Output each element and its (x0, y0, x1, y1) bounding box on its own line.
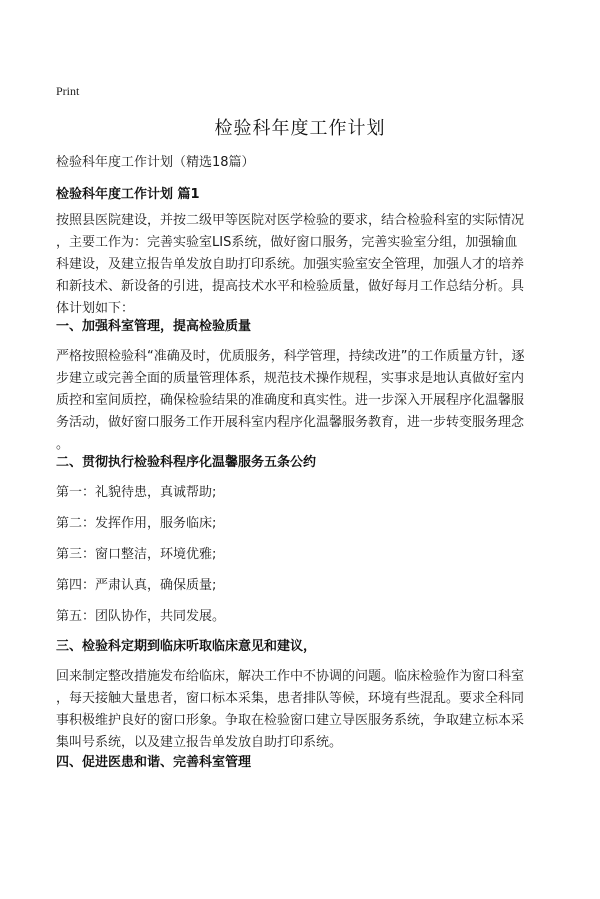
paragraph-line: 科建设，及建立报告单发放自助打印系统。加强实验室安全管理，加强人才的培养 (56, 257, 525, 272)
paragraph-line: 。 (56, 437, 70, 452)
paragraph-line: 质控和室间质控，确保检验结果的准确度和真实性。进一步深入开展程序化温馨服 (56, 393, 525, 408)
paragraph-line: 严格按照检验科“准确及时，优质服务，科学管理，持续改进”的工作质量方针，逐 (56, 349, 525, 364)
paragraph-line: 按照县医院建设，并按二级甲等医院对医学检验的要求，结合检验科室的实际情况 (56, 213, 525, 228)
heading-3: 三、检验科定期到临床听取临床意见和建议， (56, 639, 317, 654)
paragraph-line: 事积极维护良好的窗口形象。争取在检验窗口建立导医服务系统，争取建立标本采 (56, 713, 525, 728)
convention-item: 第四：严肃认真，确保质量; (56, 578, 217, 593)
paragraph-3 (56, 666, 586, 754)
paragraph-line: 回来制定整改措施发布给临床，解决工作中不协调的问题。临床检验作为窗口科室 (56, 669, 525, 684)
heading-4: 四、促进医患和谐、完善科室管理 (56, 755, 252, 770)
heading-1: 一、加强科室管理，提高检验质量 (56, 319, 252, 334)
paragraph-line: ，主要工作为：完善实验室LIS系统，做好窗口服务，完善实验室分组，加强输血 (56, 235, 518, 250)
document-title: 检验科年度工作计划 (214, 118, 386, 139)
convention-item: 第五：团队协作，共同发展。 (56, 609, 226, 624)
heading-2: 二、贯彻执行检验科程序化温馨服务五条公约 (56, 455, 317, 470)
paragraph-1 (56, 346, 586, 456)
paragraph-line: ，每天接触大量患者，窗口标本采集，患者排队等候，环境有些混乱。要求全科同 (56, 691, 525, 706)
paragraph-line: 步建立或完善全面的质量管理体系，规范技术操作规程，实事求是地认真做好室内 (56, 371, 525, 386)
intro-paragraph (56, 210, 586, 320)
paragraph-line: 务活动，做好窗口服务工作开展科室内程序化温馨服务教育，进一步转变服务理念 (56, 415, 525, 430)
document-subtitle: 检验科年度工作计划（精选18篇） (56, 155, 255, 170)
convention-item: 第一：礼貌待患，真诚帮助; (56, 485, 217, 500)
paragraph-line: 和新技术、新设备的引进，提高技术水平和检验质量，做好每月工作总结分析。具 (56, 279, 525, 294)
paragraph-line: 集叫号系统，以及建立报告单发放自助打印系统。 (56, 735, 343, 750)
section-title: 检验科年度工作计划 篇1 (56, 187, 200, 202)
convention-item: 第二：发挥作用，服务临床; (56, 516, 217, 531)
convention-item: 第三：窗口整洁，环境优雅; (56, 547, 217, 562)
print-label: Print (56, 84, 80, 98)
paragraph-line: 体计划如下： (56, 301, 135, 316)
